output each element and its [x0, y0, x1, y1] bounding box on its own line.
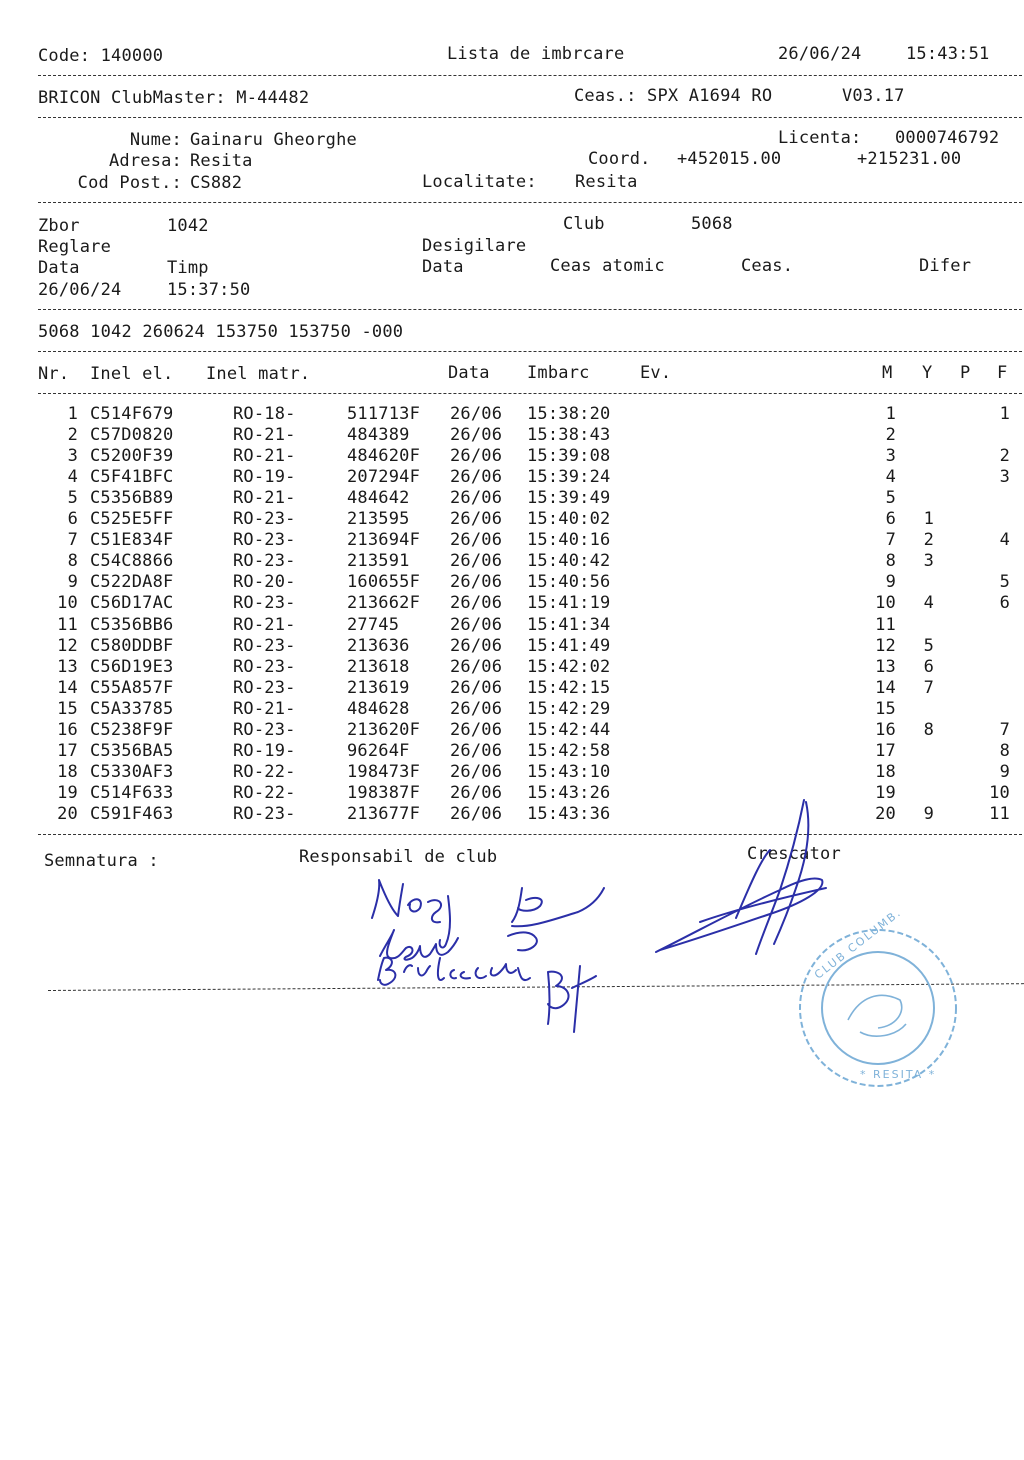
row-m: 8: [885, 551, 896, 571]
row-m: 7: [885, 530, 896, 550]
row-imbarc-time: 15:39:08: [527, 446, 611, 466]
col-header-imbarc: Imbarc: [527, 363, 590, 383]
reglare-date: 26/06/24: [38, 280, 122, 300]
row-ring-prefix: RO-23-: [233, 551, 296, 571]
reglare-time: 15:37:50: [167, 280, 251, 300]
row-nr: 13: [57, 657, 78, 677]
row-m: 9: [885, 572, 896, 592]
row-ring-prefix: RO-22-: [233, 783, 296, 803]
row-date: 26/06: [450, 615, 503, 635]
row-nr: 15: [57, 699, 78, 719]
row-imbarc-time: 15:42:44: [527, 720, 611, 740]
zbor-label: Zbor: [38, 216, 80, 236]
row-nr: 9: [67, 572, 78, 592]
row-inel-el: C5356BB6: [90, 615, 174, 635]
row-inel-el: C5238F9F: [90, 720, 174, 740]
row-ring-number: 96264F: [347, 741, 410, 761]
row-m: 4: [885, 467, 896, 487]
row-f: 4: [999, 530, 1010, 550]
stamp-text-top: CLUB COLUMB.: [812, 905, 905, 982]
zbor-number: 1042: [167, 216, 209, 236]
row-nr: 1: [67, 404, 78, 424]
print-time: 15:43:51: [906, 44, 990, 64]
row-date: 26/06: [450, 657, 503, 677]
postal-code: CS882: [190, 173, 243, 193]
row-imbarc-time: 15:40:16: [527, 530, 611, 550]
row-ring-number: 213677F: [347, 804, 421, 824]
row-f: 9: [999, 762, 1010, 782]
row-m: 14: [875, 678, 896, 698]
row-y: 1: [923, 509, 934, 529]
row-ring-prefix: RO-18-: [233, 404, 296, 424]
ceas-label: Ceas.: [741, 256, 794, 276]
data-label: Data: [38, 258, 80, 278]
row-f: 10: [989, 783, 1010, 803]
desigilare-label: Desigilare: [422, 236, 527, 256]
row-imbarc-time: 15:40:56: [527, 572, 611, 592]
ceas-atomic-label: Ceas atomic: [550, 256, 665, 276]
col-header-inel-matr: Inel matr.: [206, 364, 311, 384]
row-inel-el: C57D0820: [90, 425, 174, 445]
row-inel-el: C514F679: [90, 404, 174, 424]
row-m: 6: [885, 509, 896, 529]
row-y: 6: [923, 657, 934, 677]
coord-lat: +452015.00: [677, 149, 782, 169]
col-header-f: F: [997, 363, 1008, 383]
row-imbarc-time: 15:40:42: [527, 551, 611, 571]
row-date: 26/06: [450, 741, 503, 761]
coord-label: Coord.: [588, 149, 651, 169]
name-label: Nume:: [129, 130, 182, 150]
row-inel-el: C56D17AC: [90, 593, 174, 613]
row-nr: 5: [67, 488, 78, 508]
signature-initials: [508, 888, 604, 950]
row-nr: 6: [67, 509, 78, 529]
breeder-name: Gainaru Gheorghe: [190, 130, 357, 150]
row-ring-number: 213694F: [347, 530, 421, 550]
row-ring-prefix: RO-23-: [233, 678, 296, 698]
row-ring-prefix: RO-23-: [233, 720, 296, 740]
row-nr: 4: [67, 467, 78, 487]
row-nr: 8: [67, 551, 78, 571]
row-inel-el: C56D19E3: [90, 657, 174, 677]
row-m: 1: [885, 404, 896, 424]
row-ring-prefix: RO-23-: [233, 509, 296, 529]
row-date: 26/06: [450, 593, 503, 613]
row-ring-number: 213595: [347, 509, 410, 529]
row-ring-prefix: RO-21-: [233, 488, 296, 508]
locality-value: Resita: [575, 172, 638, 192]
row-date: 26/06: [450, 762, 503, 782]
row-m: 18: [875, 762, 896, 782]
col-header-ev: Ev.: [640, 363, 672, 383]
row-nr: 11: [57, 615, 78, 635]
row-ring-number: 484389: [347, 425, 410, 445]
row-ring-number: 213618: [347, 657, 410, 677]
row-date: 26/06: [450, 572, 503, 592]
timp-label: Timp: [167, 258, 209, 278]
row-imbarc-time: 15:43:26: [527, 783, 611, 803]
row-date: 26/06: [450, 720, 503, 740]
row-ring-prefix: RO-19-: [233, 741, 296, 761]
row-nr: 17: [57, 741, 78, 761]
col-header-y: Y: [922, 363, 933, 383]
row-nr: 10: [57, 593, 78, 613]
row-ring-number: 213662F: [347, 593, 421, 613]
row-nr: 20: [57, 804, 78, 824]
stamp-text-bottom: * RESITA *: [860, 1068, 937, 1081]
address-label: Adresa:: [108, 151, 182, 171]
row-nr: 3: [67, 446, 78, 466]
row-date: 26/06: [450, 783, 503, 803]
clock-id: Ceas.: SPX A1694 RO: [574, 86, 773, 106]
row-ring-prefix: RO-22-: [233, 762, 296, 782]
row-date: 26/06: [450, 678, 503, 698]
row-y: 7: [923, 678, 934, 698]
row-m: 12: [875, 636, 896, 656]
col-header-data: Data: [448, 363, 490, 383]
signature-breeder: [656, 800, 826, 954]
row-y: 8: [923, 720, 934, 740]
row-nr: 16: [57, 720, 78, 740]
row-f: 1: [999, 404, 1010, 424]
row-ring-number: 27745: [347, 615, 400, 635]
document-title: Lista de imbrcare: [447, 44, 625, 64]
club-number: 5068: [691, 214, 733, 234]
row-ring-prefix: RO-21-: [233, 446, 296, 466]
row-date: 26/06: [450, 404, 503, 424]
clock-version: V03.17: [842, 86, 905, 106]
row-inel-el: C5200F39: [90, 446, 174, 466]
license-label: Licenta:: [778, 128, 862, 148]
row-inel-el: C55A857F: [90, 678, 174, 698]
row-imbarc-time: 15:41:19: [527, 593, 611, 613]
row-y: 5: [923, 636, 934, 656]
row-imbarc-time: 15:39:24: [527, 467, 611, 487]
row-ring-prefix: RO-21-: [233, 615, 296, 635]
row-inel-el: C591F463: [90, 804, 174, 824]
row-ring-prefix: RO-21-: [233, 425, 296, 445]
row-ring-number: 213620F: [347, 720, 421, 740]
row-nr: 2: [67, 425, 78, 445]
row-imbarc-time: 15:42:15: [527, 678, 611, 698]
breeder-label: Crescator: [747, 844, 841, 864]
row-imbarc-time: 15:40:02: [527, 509, 611, 529]
reglare-label: Reglare: [38, 237, 112, 257]
row-m: 2: [885, 425, 896, 445]
row-ring-number: 160655F: [347, 572, 421, 592]
row-inel-el: C5F41BFC: [90, 467, 174, 487]
row-date: 26/06: [450, 488, 503, 508]
row-nr: 12: [57, 636, 78, 656]
row-m: 13: [875, 657, 896, 677]
col-header-p: P: [960, 363, 971, 383]
row-nr: 14: [57, 678, 78, 698]
row-ring-number: 484620F: [347, 446, 421, 466]
col-header-inel-el: Inel el.: [90, 364, 174, 384]
row-ring-prefix: RO-23-: [233, 593, 296, 613]
row-m: 3: [885, 446, 896, 466]
row-f: 7: [999, 720, 1010, 740]
row-y: 3: [923, 551, 934, 571]
row-inel-el: C5A33785: [90, 699, 174, 719]
row-f: 8: [999, 741, 1010, 761]
row-imbarc-time: 15:38:43: [527, 425, 611, 445]
row-date: 26/06: [450, 636, 503, 656]
row-ring-number: 213636: [347, 636, 410, 656]
license-number: 0000746792: [895, 128, 1000, 148]
row-inel-el: C5330AF3: [90, 762, 174, 782]
row-y: 9: [923, 804, 934, 824]
row-inel-el: C5356BA5: [90, 741, 174, 761]
row-ring-prefix: RO-23-: [233, 804, 296, 824]
row-imbarc-time: 15:41:34: [527, 615, 611, 635]
breeder-address: Resita: [190, 151, 253, 171]
row-f: 2: [999, 446, 1010, 466]
row-inel-el: C54C8866: [90, 551, 174, 571]
row-inel-el: C51E834F: [90, 530, 174, 550]
row-imbarc-time: 15:43:10: [527, 762, 611, 782]
row-ring-prefix: RO-23-: [233, 636, 296, 656]
row-ring-number: 198387F: [347, 783, 421, 803]
row-f: 6: [999, 593, 1010, 613]
col-header-nr: Nr.: [38, 364, 70, 384]
row-ring-prefix: RO-23-: [233, 530, 296, 550]
row-inel-el: C5356B89: [90, 488, 174, 508]
row-ring-number: 484642: [347, 488, 410, 508]
row-m: 5: [885, 488, 896, 508]
row-ring-number: 213619: [347, 678, 410, 698]
row-f: 11: [989, 804, 1010, 824]
row-ring-prefix: RO-20-: [233, 572, 296, 592]
row-m: 20: [875, 804, 896, 824]
row-imbarc-time: 15:39:49: [527, 488, 611, 508]
row-ring-prefix: RO-19-: [233, 467, 296, 487]
row-imbarc-time: 15:41:49: [527, 636, 611, 656]
row-date: 26/06: [450, 509, 503, 529]
data-label-2: Data: [422, 257, 464, 277]
row-imbarc-time: 15:38:20: [527, 404, 611, 424]
row-ring-number: 511713F: [347, 404, 421, 424]
row-nr: 7: [67, 530, 78, 550]
row-m: 16: [875, 720, 896, 740]
row-y: 4: [923, 593, 934, 613]
difer-label: Difer: [919, 256, 972, 276]
row-inel-el: C514F633: [90, 783, 174, 803]
row-y: 2: [923, 530, 934, 550]
row-ring-number: 484628: [347, 699, 410, 719]
row-m: 10: [875, 593, 896, 613]
col-header-m: M: [882, 363, 893, 383]
row-imbarc-time: 15:43:36: [527, 804, 611, 824]
row-m: 11: [875, 615, 896, 635]
row-date: 26/06: [450, 425, 503, 445]
row-m: 15: [875, 699, 896, 719]
row-imbarc-time: 15:42:29: [527, 699, 611, 719]
row-date: 26/06: [450, 467, 503, 487]
club-label: Club: [563, 214, 605, 234]
row-imbarc-time: 15:42:58: [527, 741, 611, 761]
club-stamp: [800, 930, 956, 1086]
print-date: 26/06/24: [778, 44, 862, 64]
document-code: Code: 140000: [38, 46, 164, 66]
signature-brudescu: [378, 958, 530, 985]
signature-label: Semnatura :: [44, 851, 159, 871]
row-nr: 19: [57, 783, 78, 803]
row-ring-prefix: RO-21-: [233, 699, 296, 719]
coord-lon: +215231.00: [857, 149, 962, 169]
signature-b-initial: [548, 966, 596, 1032]
postal-label: Cod Post.:: [77, 173, 182, 193]
row-date: 26/06: [450, 551, 503, 571]
row-m: 17: [875, 741, 896, 761]
row-f: 5: [999, 572, 1010, 592]
locality-label: Localitate:: [422, 172, 537, 192]
row-ring-number: 207294F: [347, 467, 421, 487]
row-date: 26/06: [450, 530, 503, 550]
signature-nagy: [372, 880, 450, 947]
row-inel-el: C525E5FF: [90, 509, 174, 529]
row-ring-prefix: RO-23-: [233, 657, 296, 677]
row-inel-el: C580DDBF: [90, 636, 174, 656]
system-product: BRICON ClubMaster: M-44482: [38, 88, 310, 108]
row-date: 26/06: [450, 446, 503, 466]
row-ring-number: 198473F: [347, 762, 421, 782]
row-imbarc-time: 15:42:02: [527, 657, 611, 677]
row-date: 26/06: [450, 804, 503, 824]
club-responsible-label: Responsabil de club: [299, 847, 498, 867]
control-code-line: 5068 1042 260624 153750 153750 -000: [38, 322, 404, 342]
row-ring-number: 213591: [347, 551, 410, 571]
row-m: 19: [875, 783, 896, 803]
row-inel-el: C522DA8F: [90, 572, 174, 592]
row-date: 26/06: [450, 699, 503, 719]
row-f: 3: [999, 467, 1010, 487]
row-nr: 18: [57, 762, 78, 782]
